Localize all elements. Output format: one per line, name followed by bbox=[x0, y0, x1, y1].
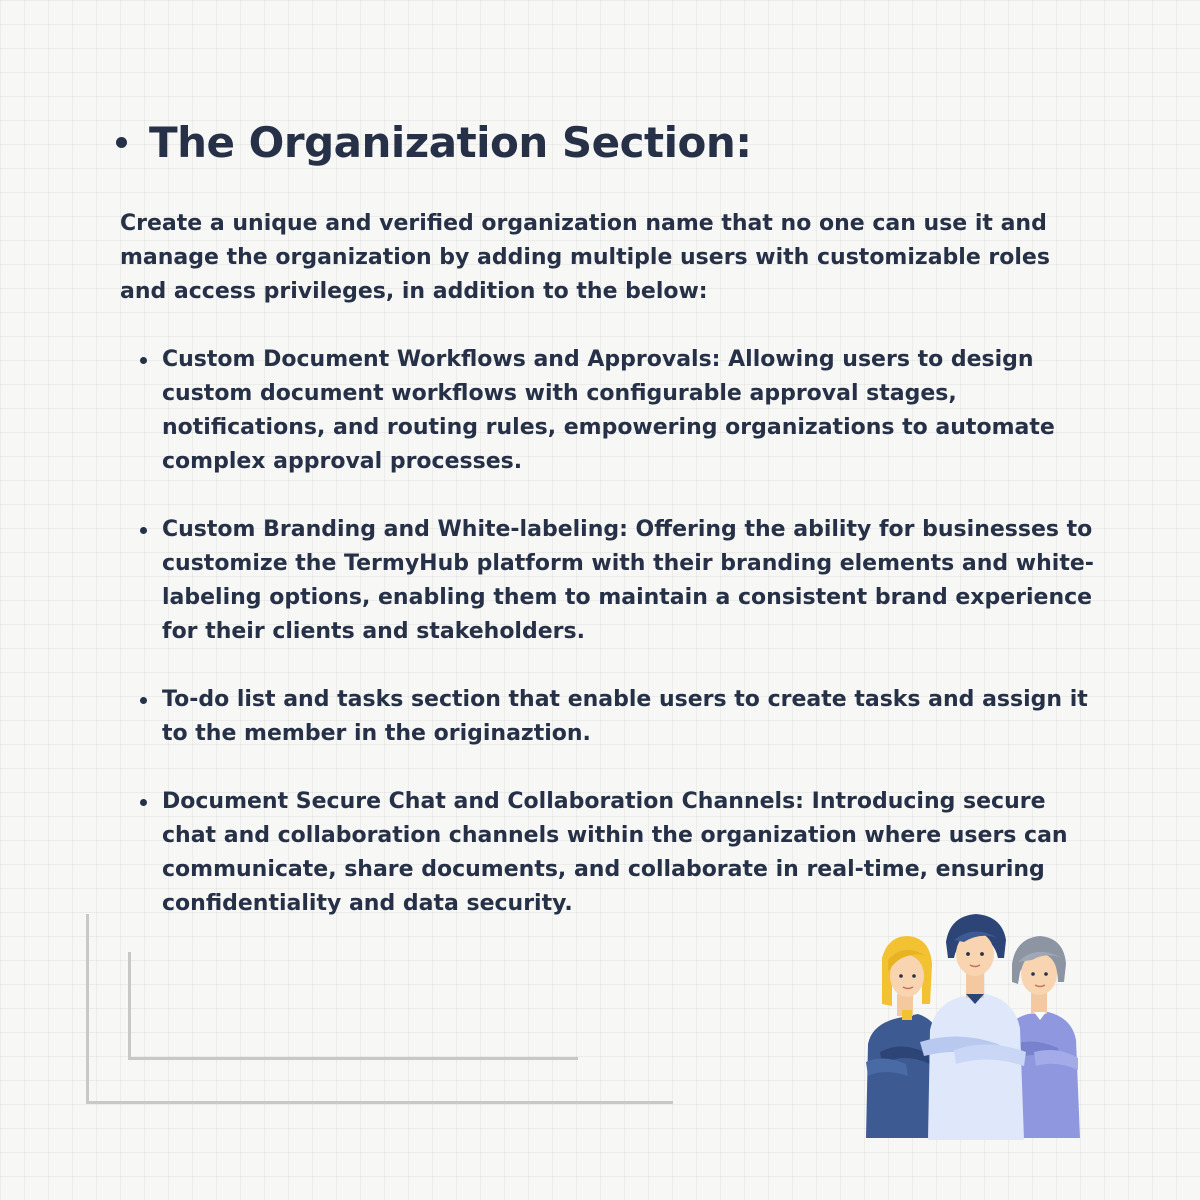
feature-item-workflows: Custom Document Workflows and Approvals: Allowing users to design custom document workflows with configurable approval stages, notifications, and routing rules, empowering organizations to automate complex approval processes. bbox=[136, 343, 1096, 479]
intro-paragraph: Create a unique and verified organization name that no one can use it and manage the organization by adding multiple users with customizable roles and access privileges, in addition to the below: bbox=[120, 211, 1050, 304]
feature-item-todo: To-do list and tasks section that enable users to create tasks and assign it to the member in the originaztion. bbox=[136, 683, 1096, 751]
decor-line-outer-horizontal bbox=[86, 1101, 673, 1104]
person-center bbox=[920, 914, 1026, 1140]
section-heading bbox=[116, 118, 752, 167]
decor-line-inner-horizontal bbox=[128, 1057, 578, 1060]
heading-bullet-icon bbox=[116, 137, 127, 148]
decor-line-inner-vertical bbox=[128, 952, 131, 1060]
page-title: The Organization Section: bbox=[149, 118, 752, 167]
feature-item-chat: Document Secure Chat and Collaboration Channels: Introducing secure chat and collaboration channels within the organization where users can communicate, share documents, and collaborate in real-time, ensuring confidentiality and data security. bbox=[136, 785, 1096, 921]
feature-list bbox=[136, 343, 1096, 955]
decor-line-outer-vertical bbox=[86, 914, 89, 1104]
feature-item-branding: Custom Branding and White-labeling: Offering the ability for businesses to customize the TermyHub platform with their branding elements and white-labeling options, enabling them to maintain a consistent brand experience for their clients and stakeholders. bbox=[136, 513, 1096, 649]
team-illustration-icon bbox=[858, 912, 1086, 1140]
